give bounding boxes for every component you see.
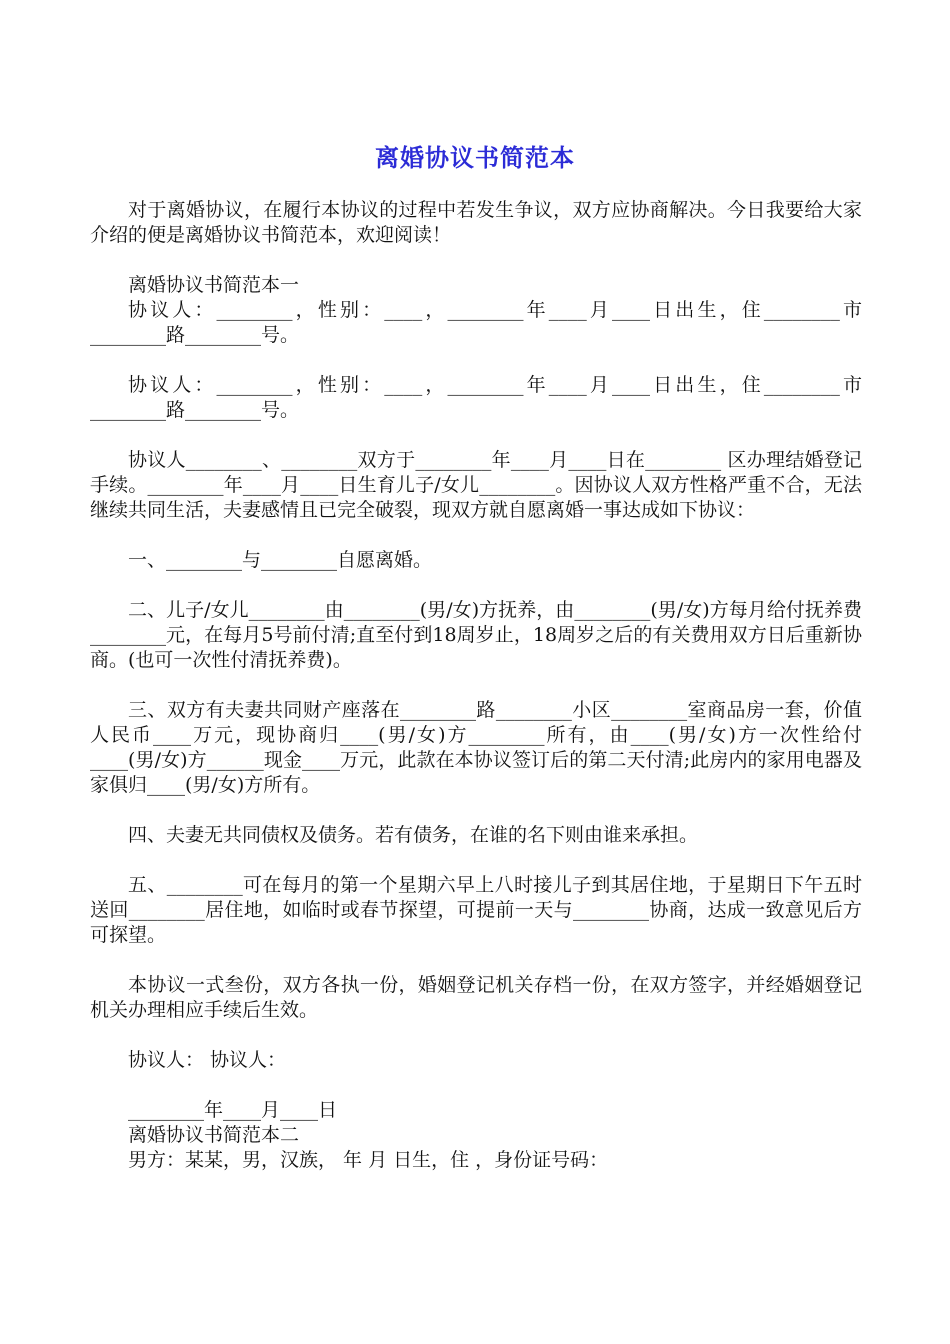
- date-line: ________年____月____日: [128, 1099, 338, 1121]
- signature-line: 协议人： 协议人：: [128, 1049, 287, 1071]
- intro-paragraph: 对于离婚协议，在履行本协议的过程中若发生争议，双方应协商解决。今日我要给大家介绍的便是离婚协议书简范本，欢迎阅读！: [90, 199, 862, 246]
- party-line-2: 协议人：________，性别：____，________年____月____日出生，住________市________路________号。: [90, 374, 862, 421]
- background-paragraph: 协议人________、________双方于________年____月____日在________ 区办理结婚登记手续。________年____月____日生育儿子/女儿________。因协议人双方性格严重不合，无法继续共同生活，夫妻感情且已完全破裂，现双方就自愿离婚一事达成如下协议：: [90, 449, 862, 521]
- clause-4: 四、夫妻无共同债权及债务。若有债务，在谁的名下则由谁来承担。: [128, 824, 699, 846]
- clause-3: 三、双方有夫妻共同财产座落在________路________小区________室商品房一套，价值人民币____万元，现协商归____(男/女)方________所有，由____(男/女)方一次性给付____(男/女)方______现金____万元，此款在本协议签订后的第二天付清;此房内的家用电器及家俱归____(男/女)方所有。: [90, 699, 862, 796]
- section1-heading: 离婚协议书简范本一: [128, 274, 300, 296]
- clause-5: 五、________可在每月的第一个星期六早上八时接儿子到其居住地，于星期日下午五时送回________居住地，如临时或春节探望，可提前一天与________协商，达成一致意见后方可探望。: [90, 874, 862, 946]
- document-title: 离婚协议书简范本: [375, 144, 575, 172]
- clause-1: 一、________与________自愿离婚。: [128, 549, 433, 571]
- clause-6: 本协议一式叁份，双方各执一份，婚姻登记机关存档一份，在双方签字，并经婚姻登记机关办理相应手续后生效。: [90, 974, 862, 1021]
- section2-heading: 离婚协议书简范本二: [128, 1124, 300, 1146]
- clause-2: 二、儿子/女儿________由________(男/女)方抚养，由________(男/女)方每月给付抚养费________元，在每月5号前付清;直至付到18周岁止，18周岁之后的有关费用双方日后重新协商。(也可一次性付清抚养费)。: [90, 599, 862, 671]
- document-body: [90, 198, 862, 1173]
- party-line-1: 协议人：________，性别：____，________年____月____日出生，住________市________路________号。: [90, 299, 862, 346]
- section2-male-party: 男方：某某，男，汉族， 年 月 日生，住 ，身份证号码：: [128, 1149, 609, 1171]
